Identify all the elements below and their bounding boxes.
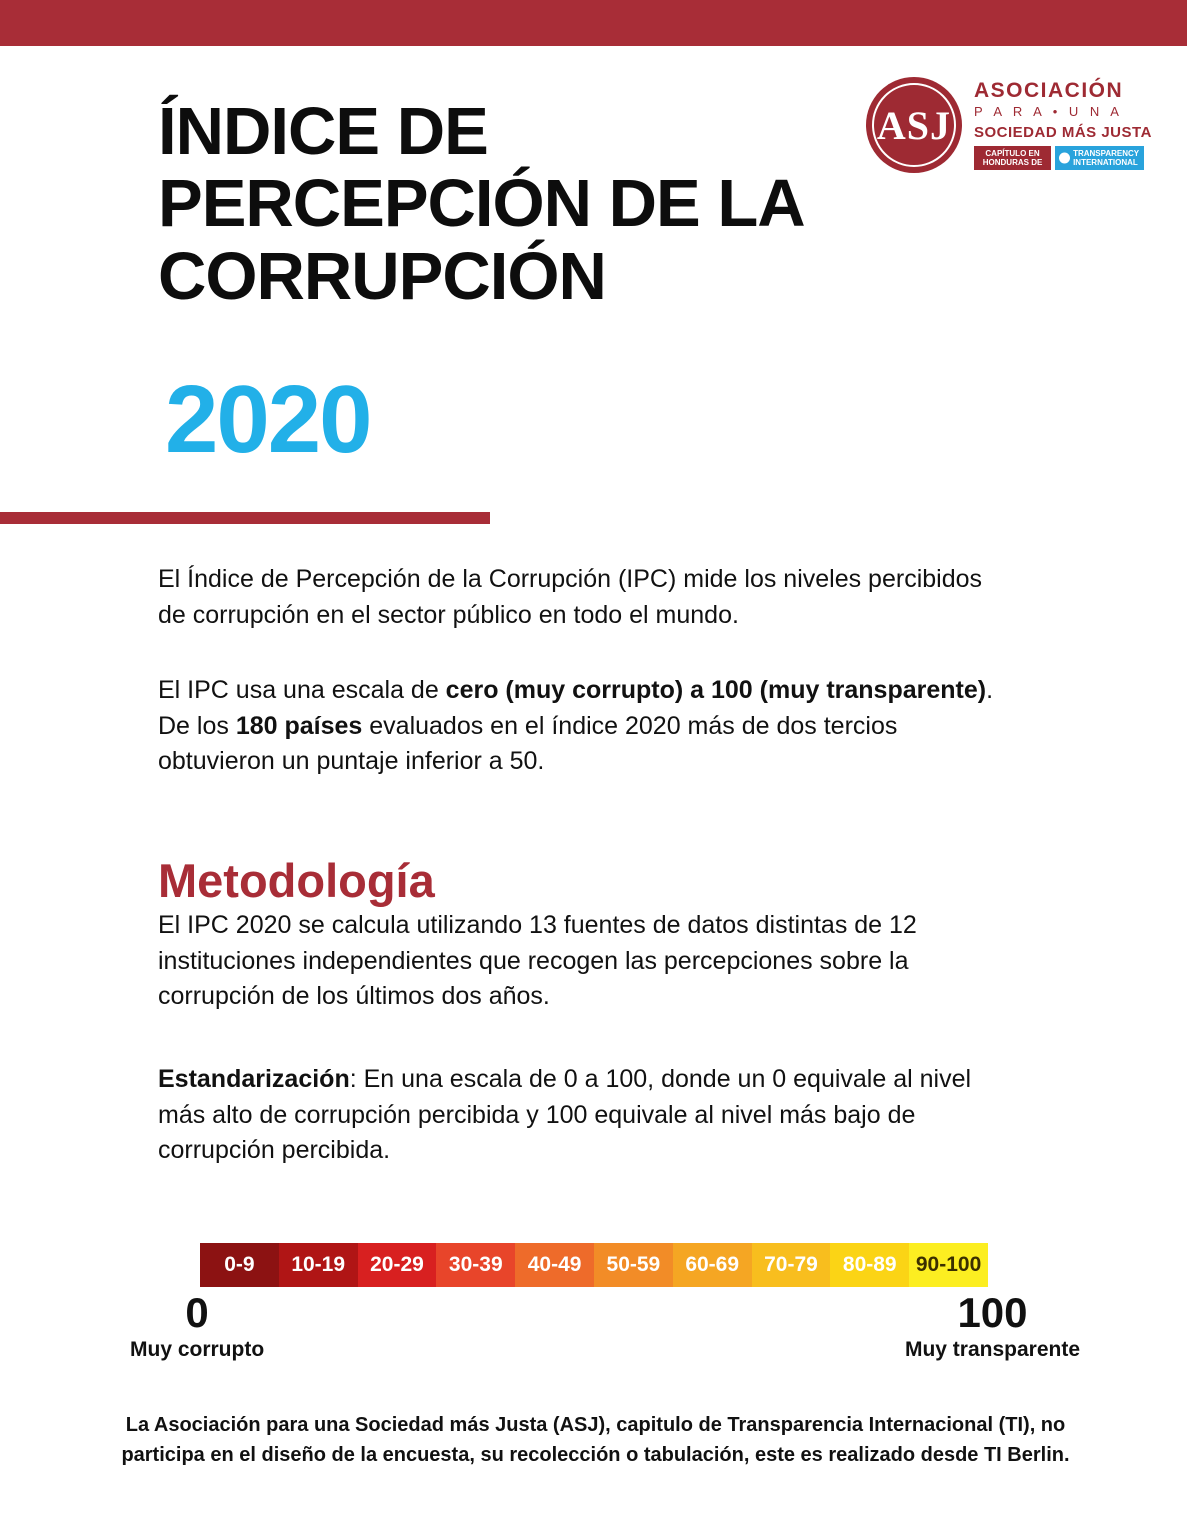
top-accent-bar <box>0 0 1187 46</box>
scale-band <box>279 1243 358 1287</box>
intro-p2-part1: El IPC usa una escala de <box>158 676 446 704</box>
scale-left-label: Muy corrupto <box>130 1338 265 1361</box>
scale-band-label: 20-29 <box>370 1253 424 1276</box>
score-scale-legend <box>200 1243 988 1287</box>
page-title: ÍNDICE DE PERCEPCIÓN DE LA CORRUPCIÓN <box>158 94 803 314</box>
scale-band-label: 80-89 <box>842 1253 897 1276</box>
scale-band <box>673 1243 752 1287</box>
scale-right-value: 100 <box>957 1289 1028 1336</box>
scale-band-label: 70-79 <box>764 1253 818 1276</box>
scale-band <box>909 1243 988 1287</box>
scale-right-label: Muy transparente <box>904 1338 1080 1361</box>
page-year: 2020 <box>165 366 371 473</box>
scale-band-label: 90-100 <box>915 1253 982 1276</box>
scale-band <box>358 1243 437 1287</box>
intro-paragraph-2 <box>158 673 1003 780</box>
title-divider <box>0 512 490 524</box>
scale-band-label: 50-59 <box>606 1253 661 1276</box>
scale-left-endpoint <box>130 1289 265 1362</box>
methodology-heading: Metodología <box>158 854 435 907</box>
scale-band-label: 30-39 <box>448 1253 503 1276</box>
asj-seal-icon <box>866 77 962 173</box>
asj-seal-text: ASJ <box>876 102 952 148</box>
footnote: La Asociación para una Sociedad más Justa (ASJ), capitulo de Transparencia Internacional (TI), no participa en el diseño de la encuesta, su recolección o tabulación, este es realizado desde TI Berlin. <box>121 1414 1070 1466</box>
scale-band <box>752 1243 831 1287</box>
scale-band <box>594 1243 673 1287</box>
scale-band <box>830 1243 909 1287</box>
asj-logo <box>866 70 1152 180</box>
methodology-paragraph-2 <box>158 1062 1003 1169</box>
intro-p2-part2: . De los <box>158 676 994 740</box>
scale-band-label: 60-69 <box>685 1253 740 1276</box>
scale-right-endpoint <box>904 1289 1080 1362</box>
logo-badges <box>974 146 1144 170</box>
intro-p2-part3: evaluados en el índice 2020 más de dos tercios obtuvieron un puntaje inferior a 50. <box>158 711 898 775</box>
scale-band <box>200 1243 279 1287</box>
scale-band-label: 40-49 <box>527 1253 582 1276</box>
logo-line-2: P A R A • U N A <box>974 104 1123 120</box>
scale-band <box>436 1243 515 1287</box>
logo-text-block <box>974 79 1152 170</box>
scale-band-label: 10-19 <box>291 1253 346 1276</box>
standardization-text: : En una escala de 0 a 100, donde un 0 equivale al nivel más alto de corrupción percibida y 100 equivale al nivel más bajo de corrupción percibida. <box>158 1065 972 1164</box>
scale-band-label: 0-9 <box>224 1253 255 1276</box>
intro-paragraph-1: El Índice de Percepción de la Corrupción (IPC) mide los niveles percibidos de corrupción en el sector público en todo el mundo. <box>158 565 983 629</box>
logo-badge-transparency-international: TRANSPARENCY INTERNATIONAL <box>1055 146 1144 170</box>
logo-line-1: ASOCIACIÓN <box>974 79 1124 103</box>
scale-left-value: 0 <box>185 1289 209 1336</box>
scale-endpoints <box>130 1289 1080 1362</box>
scale-band <box>515 1243 594 1287</box>
methodology-paragraph-1: El IPC 2020 se calcula utilizando 13 fuentes de datos distintas de 12 instituciones independientes que recogen las percepciones sobre la corrupción de los últimos dos años. <box>158 911 917 1010</box>
logo-line-3: SOCIEDAD MÁS JUSTA <box>974 123 1152 141</box>
logo-badge-chapter: CAPÍTULO EN HONDURAS DE <box>974 146 1051 170</box>
intro-p2-bold2: 180 países <box>235 711 363 740</box>
intro-p2-bold1: cero (muy corrupto) a 100 (muy transparente) <box>445 676 987 704</box>
standardization-label: Estandarización <box>158 1065 350 1093</box>
